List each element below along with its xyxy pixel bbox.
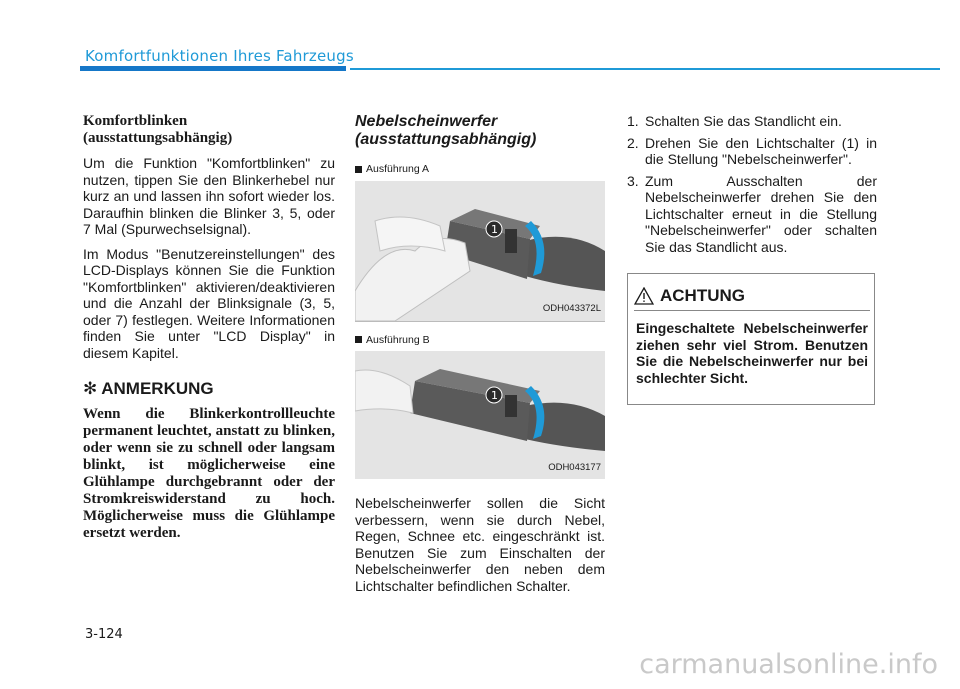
- list-item: 3. Zum Ausschalten der Nebelscheinwerfer drehen Sie den Lichtschalter erneut in die Stellung "Nebelscheinwerfer" oder schalten Sie das Standlicht aus.: [627, 172, 877, 255]
- fog-light-title-line1: Nebelscheinwerfer: [355, 113, 498, 130]
- list-item: 2. Drehen Sie den Lichtschalter (1) in die Stellung "Nebelscheinwerfer".: [627, 134, 877, 167]
- note-title: ANMERKUNG: [101, 379, 214, 398]
- caution-body: Eingeschaltete Nebelscheinwerfer ziehen sehr viel Strom. Benutzen Sie die Nebelscheinwerfer nur bei schlechter Sicht.: [636, 320, 868, 386]
- page-number: 3-124: [85, 627, 123, 642]
- column-2: [355, 113, 605, 602]
- figure-b: [355, 332, 605, 480]
- svg-text:1: 1: [491, 222, 498, 236]
- lever-switch-illustration: [355, 181, 605, 321]
- fog-light-title: [355, 113, 605, 149]
- header-bar-dark: [80, 66, 346, 71]
- column-3: [627, 113, 877, 405]
- fog-light-steps: [627, 113, 877, 255]
- header-bar-light: [350, 68, 940, 70]
- note-heading: [83, 381, 335, 398]
- note-body: Wenn die Blinkerkontrollleuchte permanent leuchtet, anstatt zu blinken, oder wenn sie zu schnell oder langsam blinkt, ist möglicherweise eine Glühlampe durchgebrannt oder der Stromkreiswiderstand zu hoch. Möglicherweise muss die Glühlampe ersetzt werden.: [83, 405, 335, 541]
- asterisk-icon: ✻: [83, 379, 98, 398]
- section-header-title: Komfortfunktionen Ihres Fahrzeugs: [85, 47, 354, 65]
- comfort-blink-title-line2: (ausstattungsabhängig): [83, 130, 233, 146]
- warning-triangle-icon: [634, 287, 654, 305]
- figure-b-code: ODH043177: [548, 461, 601, 473]
- figure-a-caption: Ausführung A: [355, 161, 605, 178]
- caution-title: ACHTUNG: [660, 285, 745, 305]
- caution-heading: [634, 282, 870, 311]
- fog-light-title-line2: (ausstattungsabhängig): [355, 131, 537, 148]
- column-1: [83, 113, 335, 542]
- comfort-blink-title: [83, 113, 335, 147]
- svg-text:1: 1: [491, 389, 498, 402]
- fog-light-paragraph: Nebelscheinwerfer sollen die Sicht verbessern, wenn sie durch Nebel, Regen, Schnee etc. eingeschränkt ist. Benutzen Sie zum Einschalten der Nebelscheinwerfer den neben dem Lichtschalter befindlichen Schalter.: [355, 495, 605, 594]
- figure-b-caption: Ausführung B: [355, 332, 605, 349]
- list-item: 1. Schalten Sie das Standlicht ein.: [627, 113, 842, 129]
- square-bullet-icon: [355, 166, 362, 173]
- caution-box: [627, 273, 875, 405]
- comfort-blink-paragraph-1: Um die Funktion "Komfortblinken" zu nutzen, tippen Sie den Blinkerhebel nur kurz an und lassen ihn sofort wieder los. Daraufhin blinken die Blinker 3, 5, oder 7 Mal (Spurwechselsignal).: [83, 155, 335, 237]
- comfort-blink-title-line1: Komfortblinken: [83, 113, 188, 129]
- comfort-blink-paragraph-2: Im Modus "Benutzereinstellungen" des LCD-Displays können Sie die Funktion "Komfortblinken" aktivieren/deaktivieren und die Anzahl der Blinksignale (3, 5, oder 7) festlegen. Weitere Informationen finden Sie unter "LCD Display" in diesem Kapitel.: [83, 245, 335, 361]
- lever-illustration-a: [355, 181, 605, 321]
- lever-illustration-b: [355, 351, 605, 479]
- square-bullet-icon: [355, 336, 362, 343]
- figure-a: [355, 161, 605, 322]
- watermark: carmanualsonline.info: [639, 649, 938, 680]
- figure-a-code: ODH043372L: [542, 303, 601, 314]
